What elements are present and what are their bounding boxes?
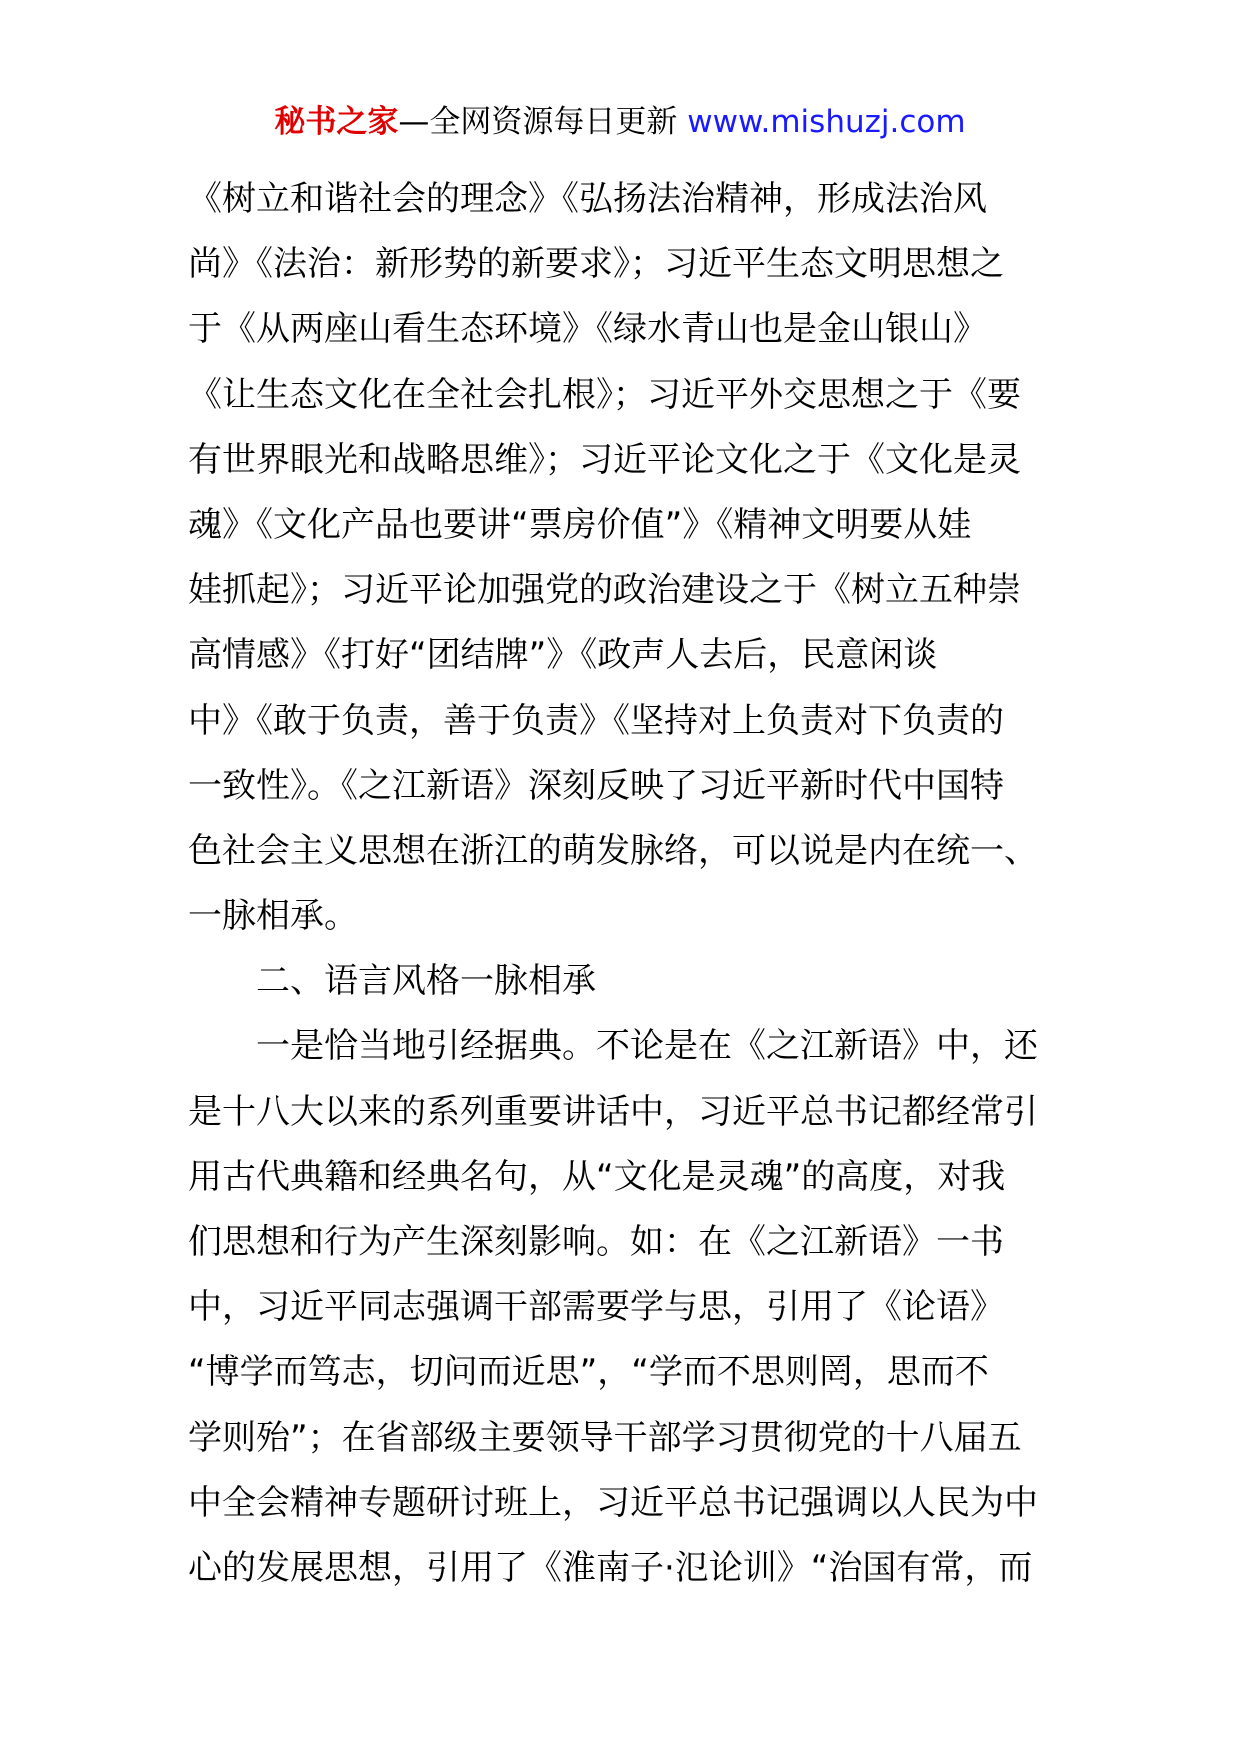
text-line: 高情感》《打好“团结牌”》《政声人去后，民意闲谈 (188, 635, 938, 676)
text-line: 中全会精神专题研讨班上，习近平总书记强调以人民为中 (188, 1482, 1038, 1523)
text-line: 尚》《法治：新形势的新要求》；习近平生态文明思想之 (188, 244, 1004, 285)
text-line: 《树立和谐社会的理念》《弘扬法治精神，形成法治风 (188, 179, 987, 219)
text-line: 一致性》。《之江新语》深刻反映了习近平新时代中国特 (188, 765, 1004, 806)
text-line: 色社会主义思想在浙江的萌发脉络，可以说是内在统一、 (188, 830, 1038, 871)
text-line: 心的发展思想，引用了《淮南子·氾论训》“治国有常，而 (188, 1547, 1033, 1588)
text-line: 学则殆”；在省部级主要领导干部学习贯彻党的十八届五 (188, 1417, 1022, 1458)
brand-name: 秘书之家 (274, 104, 399, 140)
site-url-link[interactable]: www.mishuzj.com (687, 104, 966, 140)
text-line: 魂》《文化产品也要讲“票房价值”》《精神文明要从娃 (188, 504, 972, 545)
page-header (0, 100, 1240, 144)
text-line: “博学而笃志，切问而近思”，“学而不思则罔，思而不 (188, 1352, 989, 1393)
header-tagline: —全网资源每日更新 (398, 104, 688, 140)
text-line: 于《从两座山看生态环境》《绿水青山也是金山银山》 (188, 309, 987, 350)
text-line: 中，习近平同志强调干部需要学与思，引用了《论语》 (188, 1287, 1004, 1328)
text-line: 是十八大以来的系列重要讲话中，习近平总书记都经常引 (188, 1091, 1038, 1132)
text-line: 娃抓起》；习近平论加强党的政治建设之于《树立五种崇 (188, 570, 1021, 611)
text-line: 用古代典籍和经典名句，从“文化是灵魂”的高度，对我 (188, 1156, 1006, 1197)
text-line: 中》《敢于负责，善于负责》《坚持对上负责对下负责的 (188, 700, 1004, 741)
section-heading: 二、语言风格一脉相承 (256, 961, 596, 1002)
paragraph-first-line: 一是恰当地引经据典。不论是在《之江新语》中，还 (256, 1026, 1038, 1067)
text-line: 《让生态文化在全社会扎根》；习近平外交思想之于《要 (188, 374, 1021, 415)
body-text (188, 167, 1058, 1601)
text-line: 一脉相承。 (188, 896, 358, 937)
text-line: 有世界眼光和战略思维》；习近平论文化之于《文化是灵 (188, 439, 1021, 480)
text-line: 们思想和行为产生深刻影响。如：在《之江新语》一书 (188, 1222, 1004, 1262)
